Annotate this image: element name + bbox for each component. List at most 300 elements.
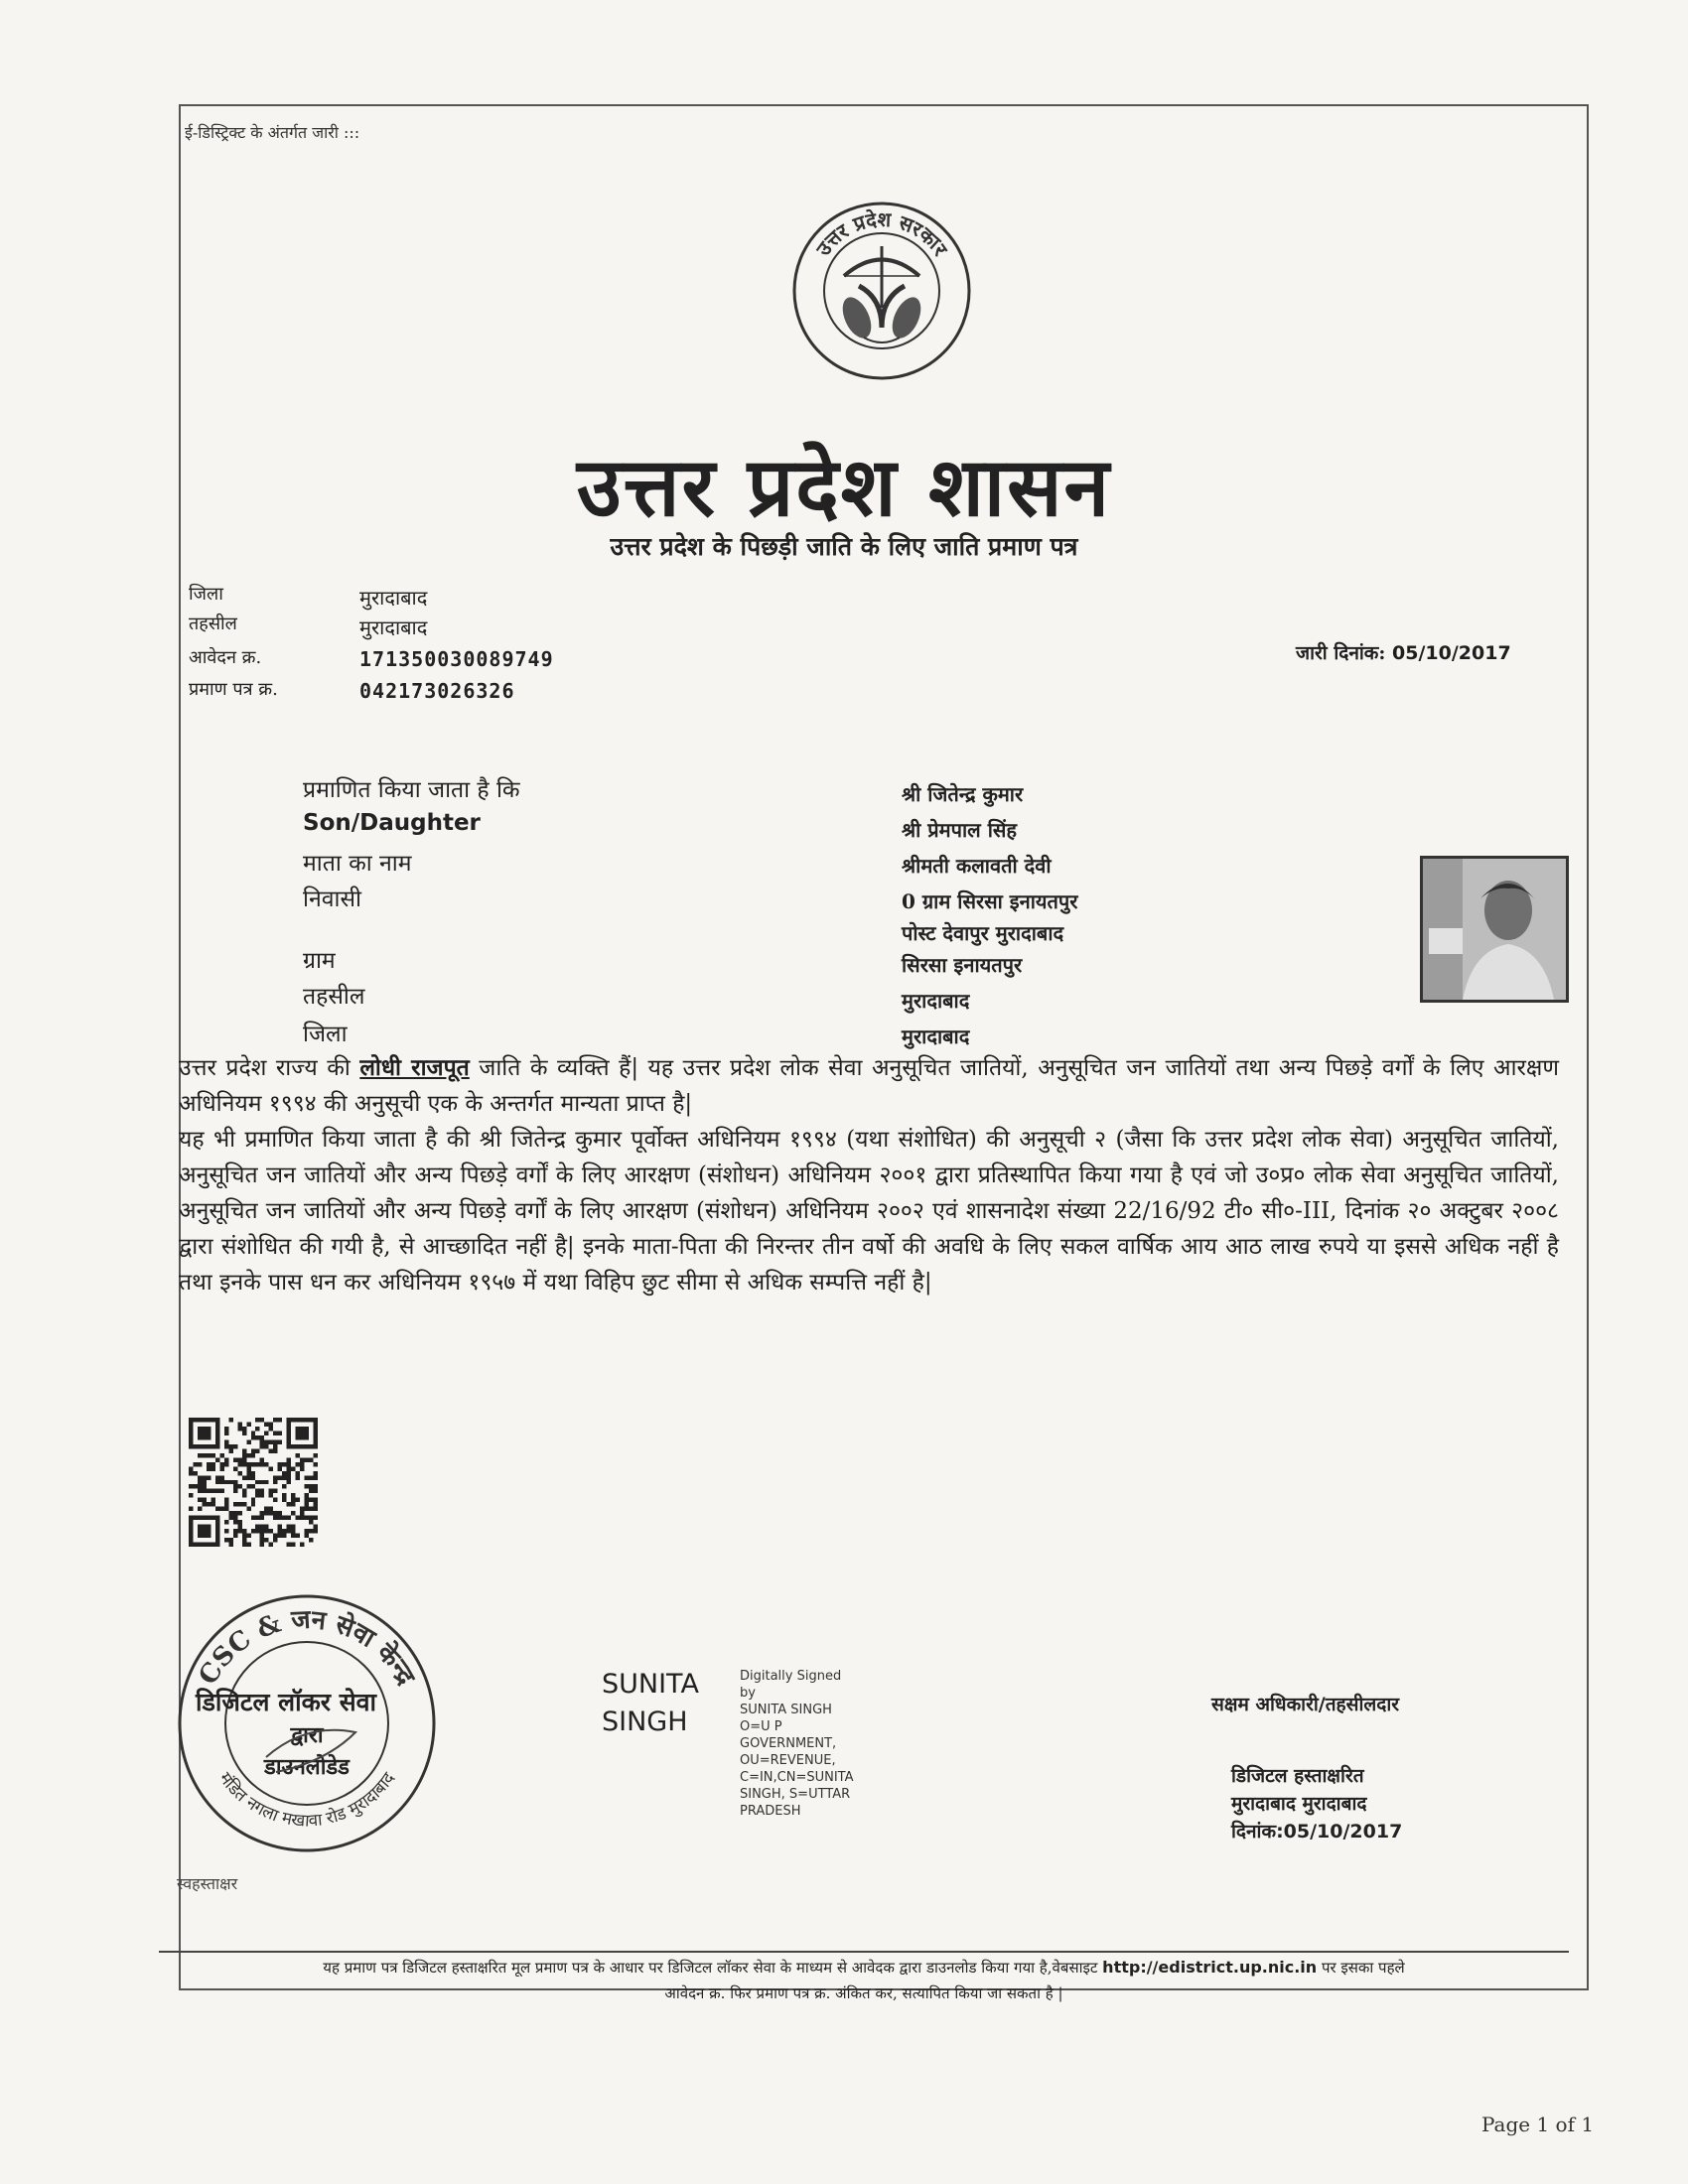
qr-module (189, 1484, 193, 1488)
qr-module (255, 1448, 259, 1452)
son-daughter-label: Son/Daughter (303, 810, 481, 836)
qr-module (246, 1484, 250, 1488)
qr-module (314, 1471, 318, 1475)
qr-module (189, 1471, 193, 1475)
csc-seal-stamp-icon (167, 1583, 447, 1863)
qr-module (198, 1489, 202, 1493)
qr-module (291, 1534, 295, 1538)
qr-module (228, 1543, 232, 1547)
qr-module (296, 1471, 300, 1475)
qr-module (219, 1480, 223, 1484)
qr-module (193, 1471, 197, 1475)
qr-module (242, 1462, 246, 1466)
field-district-label: जिला (303, 1022, 348, 1047)
qr-module (264, 1480, 268, 1484)
qr-module (260, 1439, 264, 1443)
qr-module (273, 1444, 277, 1448)
qr-module (237, 1529, 241, 1533)
qr-module (273, 1538, 277, 1542)
qr-module (278, 1475, 282, 1479)
qr-module (215, 1475, 219, 1479)
qr-module (215, 1480, 219, 1484)
qr-module (269, 1489, 273, 1493)
qr-module (246, 1534, 250, 1538)
digital-signature-line: PRADESH (740, 1804, 801, 1819)
qr-module (314, 1475, 318, 1479)
qr-module (269, 1439, 273, 1443)
qr-module (287, 1462, 291, 1466)
qr-module (273, 1534, 277, 1538)
qr-module (251, 1431, 255, 1434)
qr-module (193, 1462, 197, 1466)
qr-module (260, 1418, 264, 1422)
qr-module (287, 1471, 291, 1475)
qr-module (287, 1475, 291, 1479)
qr-module (246, 1453, 250, 1457)
qr-module (305, 1498, 309, 1502)
qr-module (198, 1484, 202, 1488)
qr-module (291, 1502, 295, 1506)
digital-signature-line: by (740, 1686, 756, 1701)
verification-note-lead: यह प्रमाण पत्र डिजिटल हस्ताक्षरित मूल प्रमाण पत्र के आधार पर डिजिटल लॉकर सेवा के माध्यम से आवेदक द्वारा डाउनलोड किया गया है,वेबसाइट (323, 1959, 1103, 1977)
page-number: Page 1 of 1 (1481, 2113, 1595, 2136)
qr-module (224, 1462, 228, 1466)
qr-module (251, 1462, 255, 1466)
qr-module (296, 1516, 300, 1520)
qr-module (296, 1475, 300, 1479)
qr-module (269, 1511, 273, 1515)
qr-module (282, 1471, 286, 1475)
digital-signature-line: Digitally Signed (740, 1669, 842, 1684)
qr-module (291, 1543, 295, 1547)
qr-module (242, 1534, 246, 1538)
digital-signature-line: GOVERNMENT, (740, 1736, 837, 1751)
qr-module (207, 1502, 211, 1506)
seal-center-line-3: डाउनलोडेड (264, 1754, 350, 1780)
qr-module (282, 1493, 286, 1497)
qr-module (278, 1439, 282, 1443)
qr-module (224, 1427, 228, 1431)
qr-module (296, 1462, 300, 1466)
qr-module (228, 1448, 232, 1452)
digital-signature-line: SINGH, S=UTTAR (740, 1787, 851, 1802)
qr-module (269, 1422, 273, 1426)
father-name: श्री प्रेमपाल सिंह (902, 818, 1018, 842)
resident-label: निवासी (303, 887, 361, 912)
qr-module (255, 1529, 259, 1533)
qr-module (219, 1489, 223, 1493)
issue-date-value: 05/10/2017 (1392, 642, 1511, 664)
qr-module (228, 1480, 232, 1484)
qr-module (224, 1457, 228, 1461)
qr-module (260, 1435, 264, 1439)
village-label: ग्राम (303, 948, 336, 974)
qr-module (202, 1480, 206, 1484)
qr-module (314, 1462, 318, 1466)
qr-module (300, 1466, 304, 1470)
qr-module (251, 1484, 255, 1488)
mother-name-label: माता का नाम (303, 851, 412, 877)
digital-signature-line: OU=REVENUE, (740, 1753, 836, 1768)
edistrict-link[interactable]: http://edistrict.up.nic.in (1102, 1958, 1318, 1977)
qr-module (207, 1475, 211, 1479)
qr-module (291, 1529, 295, 1533)
qr-module (282, 1475, 286, 1479)
issued-under-label: ई-डिस्ट्रिक्ट के अंतर्गत जारी ::: (185, 123, 360, 142)
caste-statement-rest: जाति के व्यक्ति हैं| यह उत्तर प्रदेश लोक सेवा अनुसूचित जातियों, अनुसूचित जन जातियों तथा अन्य पिछड़े वर्गों के लिए आरक्षण अधिनियम १९९४ की अनुसूची एक के अन्तर्गत मान्यता प्राप्त है| (179, 1055, 1559, 1117)
issue-date (1296, 639, 1511, 665)
qr-module (255, 1435, 259, 1439)
qr-module (251, 1475, 255, 1479)
qr-module (282, 1529, 286, 1533)
qr-module (287, 1543, 291, 1547)
qr-module (193, 1484, 197, 1488)
qr-module (255, 1493, 259, 1497)
qr-module (233, 1520, 237, 1524)
digitally-signed-label: डिजिटल हस्ताक्षरित (1231, 1765, 1364, 1787)
signed-date: दिनांक:05/10/2017 (1231, 1821, 1403, 1843)
qr-module (314, 1507, 318, 1511)
qr-module (264, 1507, 268, 1511)
qr-module (242, 1538, 246, 1542)
qr-module (273, 1516, 277, 1520)
qr-module (305, 1493, 309, 1497)
qr-module (237, 1462, 241, 1466)
qr-module (278, 1511, 282, 1515)
qr-module (237, 1457, 241, 1461)
qr-module (224, 1431, 228, 1434)
qr-module (251, 1498, 255, 1502)
qr-module (309, 1507, 313, 1511)
qr-module (237, 1484, 241, 1488)
mother-name: श्रीमती कलावती देवी (902, 854, 1052, 878)
qr-module (273, 1498, 277, 1502)
qr-module (305, 1457, 309, 1461)
qr-module (296, 1453, 300, 1457)
qr-module (260, 1529, 264, 1533)
qr-module (198, 1475, 202, 1479)
qr-module (198, 1453, 202, 1457)
qr-module (211, 1498, 214, 1502)
qr-module (260, 1525, 264, 1529)
qr-module (242, 1427, 246, 1431)
qr-module (273, 1448, 277, 1452)
qr-module (287, 1502, 291, 1506)
qr-module (260, 1511, 264, 1515)
qr-module (291, 1525, 295, 1529)
resident-address-line-1: 0 ग्राम सिरसा इनायतपुर (902, 889, 1078, 913)
qr-module (219, 1462, 223, 1466)
up-government-emblem-icon (789, 199, 974, 383)
qr-module (305, 1475, 309, 1479)
qr-module (237, 1511, 241, 1515)
document-subtitle: उत्तर प्रदेश के पिछड़ी जाति के लिए जाति प्रमाण पत्र (610, 532, 1078, 561)
district-label: जिला (189, 584, 223, 605)
applicant-portrait-icon (1423, 859, 1566, 1000)
qr-module (255, 1525, 259, 1529)
qr-module (278, 1534, 282, 1538)
qr-module (264, 1538, 268, 1542)
qr-module (202, 1498, 206, 1502)
qr-module (251, 1448, 255, 1452)
document-title: उत्तर प्रदेश शासन (576, 441, 1112, 535)
qr-code-icon (189, 1418, 318, 1547)
svg-text:CSC & जन सेवा केन्द्र (194, 1605, 422, 1692)
qr-module (228, 1538, 232, 1542)
qr-module (237, 1471, 241, 1475)
qr-module (278, 1466, 282, 1470)
qr-module (260, 1457, 264, 1461)
qr-module (300, 1516, 304, 1520)
qr-module (273, 1439, 277, 1443)
qr-module (282, 1516, 286, 1520)
qr-module (300, 1457, 304, 1461)
qr-module (296, 1534, 300, 1538)
qr-module (246, 1543, 250, 1547)
qr-module (211, 1502, 214, 1506)
verification-note-tail: पर इसका पहले (1317, 1959, 1405, 1977)
qr-module (314, 1516, 318, 1520)
qr-module (251, 1516, 255, 1520)
caste-statement (179, 1050, 1559, 1122)
village-value: सिरसा इनायतपुर (902, 953, 1023, 977)
qr-module (273, 1418, 277, 1422)
qr-module (246, 1471, 250, 1475)
qr-module (242, 1489, 246, 1493)
qr-module (260, 1480, 264, 1484)
seal-ring-bottom-text: मंडित नगला मखावा रोड मुरादाबाद (214, 1768, 399, 1832)
tehsil-label: तहसील (189, 614, 237, 634)
qr-module (246, 1439, 250, 1443)
qr-module (255, 1462, 259, 1466)
qr-module (219, 1466, 223, 1470)
qr-module (233, 1529, 237, 1533)
qr-module (314, 1489, 318, 1493)
qr-module (251, 1529, 255, 1533)
certificate-number-value: 042173026326 (359, 679, 515, 703)
issue-date-label: जारी दिनांक: (1296, 642, 1386, 664)
qr-module (211, 1466, 214, 1470)
qr-module (314, 1453, 318, 1457)
qr-module (282, 1498, 286, 1502)
qr-module (246, 1462, 250, 1466)
qr-module (233, 1511, 237, 1515)
qr-module (278, 1462, 282, 1466)
qr-module (219, 1475, 223, 1479)
qr-module (278, 1431, 282, 1434)
seal-ring-text: CSC & जन सेवा केन्द्र (193, 1604, 421, 1691)
qr-module (287, 1480, 291, 1484)
qr-module (224, 1480, 228, 1484)
signer-last-name: SINGH (602, 1706, 688, 1737)
qr-module (264, 1462, 268, 1466)
qr-module (269, 1529, 273, 1533)
qr-module (260, 1543, 264, 1547)
application-number-value: 171350030089749 (359, 647, 554, 671)
qr-module (291, 1498, 295, 1502)
certificate-number-label: प्रमाण पत्र क्र. (189, 679, 278, 700)
qr-module (314, 1529, 318, 1533)
qr-module (228, 1444, 232, 1448)
qr-module (260, 1534, 264, 1538)
qr-module (242, 1475, 246, 1479)
application-number-label: आवेदन क्र. (189, 647, 262, 668)
qr-module (305, 1529, 309, 1533)
qr-module (211, 1489, 214, 1493)
qr-module (224, 1529, 228, 1533)
qr-module (246, 1507, 250, 1511)
field-tehsil-value: मुरादाबाद (902, 989, 970, 1013)
qr-module (237, 1520, 241, 1524)
qr-module (269, 1427, 273, 1431)
digital-signature-details (740, 1668, 879, 1820)
qr-module (189, 1493, 193, 1497)
qr-module (291, 1511, 295, 1515)
district-value: मुरादाबाद (359, 586, 428, 610)
qr-module (215, 1457, 219, 1461)
qr-module (287, 1529, 291, 1533)
qr-module (242, 1448, 246, 1452)
qr-module (233, 1534, 237, 1538)
qr-module (246, 1466, 250, 1470)
signed-location: मुरादाबाद मुरादाबाद (1231, 1793, 1367, 1815)
self-signature-label: स्वहस्ताक्षर (177, 1874, 238, 1893)
qr-module (309, 1538, 313, 1542)
qr-module (264, 1511, 268, 1515)
qr-module (300, 1543, 304, 1547)
qr-module (278, 1516, 282, 1520)
qr-module (255, 1489, 259, 1493)
field-tehsil-label: तहसील (303, 984, 365, 1010)
qr-module (237, 1427, 241, 1431)
caste-statement-lead: उत्तर प्रदेश राज्य की (179, 1055, 360, 1081)
qr-module (269, 1507, 273, 1511)
qr-module (314, 1498, 318, 1502)
qr-module (291, 1493, 295, 1497)
qr-module (246, 1422, 250, 1426)
qr-module (255, 1516, 259, 1520)
qr-module (309, 1484, 313, 1488)
signer-first-name: SUNITA (602, 1669, 699, 1700)
emblem-ring-text: उत्तर प्रदेश सरकार (810, 206, 953, 261)
qr-module (233, 1489, 237, 1493)
qr-module (233, 1457, 237, 1461)
qr-finder-pattern (198, 1427, 211, 1439)
qr-module (260, 1538, 264, 1542)
qr-module (255, 1418, 259, 1422)
qr-finder-pattern (198, 1525, 211, 1538)
qr-module (287, 1516, 291, 1520)
qr-module (198, 1462, 202, 1466)
qr-module (198, 1507, 202, 1511)
qr-module (305, 1502, 309, 1506)
qr-module (233, 1502, 237, 1506)
qr-module (189, 1507, 193, 1511)
qr-module (233, 1444, 237, 1448)
qr-module (255, 1480, 259, 1484)
qr-module (219, 1453, 223, 1457)
digital-signature-line: SUNITA SINGH (740, 1703, 832, 1717)
qr-module (242, 1502, 246, 1506)
qr-module (264, 1529, 268, 1533)
digital-signature-line: O=U P (740, 1719, 782, 1734)
qr-module (233, 1484, 237, 1488)
qr-module (305, 1507, 309, 1511)
qr-module (224, 1507, 228, 1511)
qr-module (207, 1489, 211, 1493)
qr-module (224, 1502, 228, 1506)
qr-module (278, 1529, 282, 1533)
qr-module (255, 1427, 259, 1431)
qr-module (282, 1484, 286, 1488)
qr-module (237, 1422, 241, 1426)
qr-module (233, 1480, 237, 1484)
qr-module (273, 1431, 277, 1434)
qr-module (246, 1475, 250, 1479)
qr-module (296, 1498, 300, 1502)
qr-module (202, 1489, 206, 1493)
qr-module (215, 1489, 219, 1493)
qr-module (251, 1471, 255, 1475)
qr-module (260, 1444, 264, 1448)
qr-module (314, 1484, 318, 1488)
footer-divider (159, 1951, 1569, 1953)
signer-name (602, 1666, 699, 1741)
qr-module (251, 1502, 255, 1506)
qr-module (309, 1520, 313, 1524)
qr-module (273, 1511, 277, 1515)
qr-module (309, 1457, 313, 1461)
qr-module (264, 1422, 268, 1426)
qr-module (224, 1444, 228, 1448)
qr-module (242, 1543, 246, 1547)
verification-note (159, 1955, 1569, 2006)
qr-module (233, 1516, 237, 1520)
seal-center-line-1: डिजिटल लॉकर सेवा (196, 1688, 376, 1716)
qr-module (309, 1498, 313, 1502)
qr-module (287, 1525, 291, 1529)
qr-module (264, 1525, 268, 1529)
qr-module (224, 1498, 228, 1502)
qr-module (273, 1489, 277, 1493)
qr-module (202, 1484, 206, 1488)
qr-module (198, 1480, 202, 1484)
qr-module (219, 1507, 223, 1511)
qr-module (305, 1516, 309, 1520)
caste-name: लोधी राजपूत (359, 1054, 470, 1081)
qr-module (300, 1507, 304, 1511)
qr-module (260, 1489, 264, 1493)
qr-module (282, 1462, 286, 1466)
qr-module (224, 1538, 228, 1542)
qr-module (309, 1516, 313, 1520)
qr-module (264, 1439, 268, 1443)
qr-module (198, 1498, 202, 1502)
qr-module (264, 1444, 268, 1448)
digitally-signed-block (1231, 1762, 1402, 1845)
qr-finder-pattern (296, 1427, 309, 1439)
qr-module (305, 1534, 309, 1538)
certified-label: प्रमाणित किया जाता है कि (303, 777, 520, 803)
qr-module (211, 1462, 214, 1466)
qr-module (189, 1466, 193, 1470)
qr-module (242, 1529, 246, 1533)
qr-module (228, 1516, 232, 1520)
qr-module (207, 1462, 211, 1466)
qr-module (242, 1453, 246, 1457)
qr-module (291, 1466, 295, 1470)
qr-module (287, 1466, 291, 1470)
